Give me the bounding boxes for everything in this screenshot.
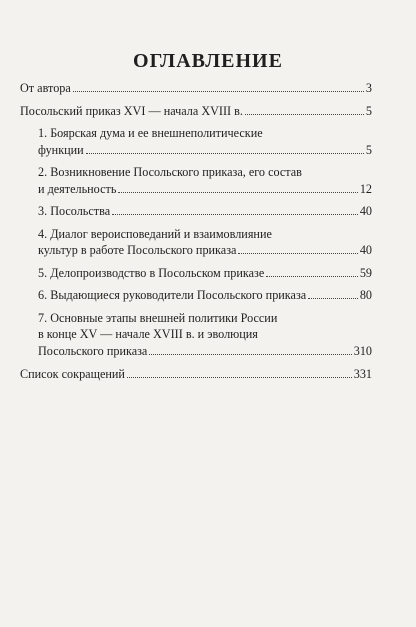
toc-page-number: 5 xyxy=(365,103,372,118)
toc-leader-dots xyxy=(238,253,357,254)
toc-entry-text: культур в работе Посольского приказа xyxy=(38,243,237,257)
toc-page-number: 331 xyxy=(353,367,372,381)
toc-entry-section-4[interactable] xyxy=(20,226,372,259)
toc-entry-text: и деятельность xyxy=(38,181,117,196)
toc-entry-text: Посольский приказ XVI — начала XVIII в. xyxy=(20,103,243,118)
toc-entry-section-2[interactable] xyxy=(20,164,372,197)
table-of-contents xyxy=(20,80,372,383)
toc-page-number: 59 xyxy=(359,265,372,280)
toc-page-number: 12 xyxy=(359,181,372,196)
toc-entry-text: в конце XV — начале XVIII в. и эволюция xyxy=(38,327,258,341)
toc-entry-text: 7. Основные этапы внешней политики России xyxy=(38,310,278,325)
toc-entry-text: От автора xyxy=(20,81,71,95)
toc-leader-dots xyxy=(86,153,364,154)
toc-entry-text: 3. Посольства xyxy=(38,204,111,218)
toc-leader-dots xyxy=(308,298,358,299)
toc-leader-dots xyxy=(112,214,358,215)
toc-page-number: 5 xyxy=(365,142,372,157)
toc-entry-text: Список сокращений xyxy=(20,367,125,381)
toc-entry-text: 1. Боярская дума и ее внешнеполитические xyxy=(38,126,263,140)
toc-entry-section-3[interactable] xyxy=(20,203,372,220)
toc-leader-dots xyxy=(118,192,357,193)
toc-entry-text: 5. Делопроизводство в Посольском приказе xyxy=(38,265,265,280)
toc-entry-text: функции xyxy=(38,142,84,157)
toc-leader-dots xyxy=(73,91,364,92)
toc-entry-text: 4. Диалог вероисповеданий и взаимовлияние xyxy=(38,226,272,241)
toc-page-number: 310 xyxy=(353,343,372,358)
toc-page-number: 80 xyxy=(359,288,372,302)
toc-leader-dots xyxy=(127,377,352,378)
toc-leader-dots xyxy=(245,114,364,115)
toc-entry-chapter[interactable] xyxy=(20,103,372,120)
toc-entry-text: 6. Выдающиеся руководители Посольского приказа xyxy=(38,288,307,302)
toc-entry-abbreviations[interactable] xyxy=(20,366,372,383)
toc-page-number: 3 xyxy=(365,81,372,95)
toc-entry-text: Посольского приказа xyxy=(38,343,148,358)
toc-entry-section-5[interactable] xyxy=(20,265,372,282)
toc-entry-author[interactable] xyxy=(20,80,372,97)
toc-entry-section-7[interactable] xyxy=(20,310,372,360)
toc-leader-dots xyxy=(149,354,351,355)
toc-entry-text: 2. Возникновение Посольского приказа, его состав xyxy=(38,165,302,179)
toc-page-number: 40 xyxy=(359,243,372,257)
page-title: ОГЛАВЛЕНИЕ xyxy=(133,50,283,72)
toc-leader-dots xyxy=(266,276,358,277)
toc-entry-section-1[interactable] xyxy=(20,125,372,158)
toc-page-number: 40 xyxy=(359,204,372,218)
toc-entry-section-6[interactable] xyxy=(20,287,372,304)
